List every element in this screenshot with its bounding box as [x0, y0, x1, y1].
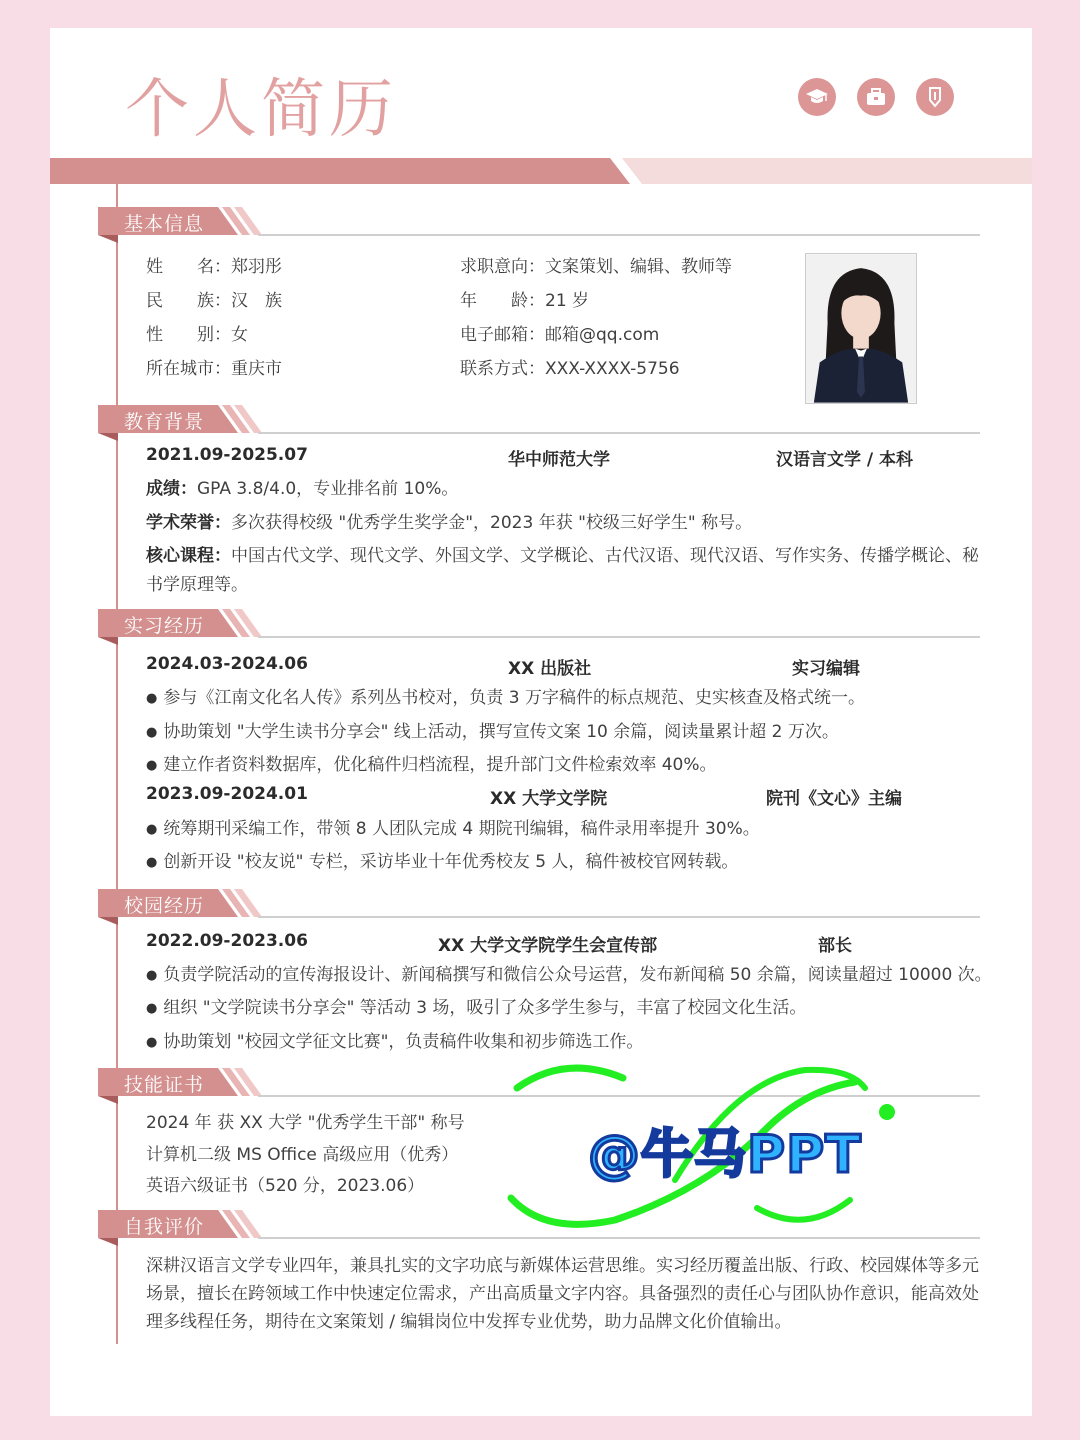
- section-title-skills: 技能证书: [124, 1074, 205, 1096]
- timeline-line: [116, 184, 118, 1344]
- section-divider: [258, 916, 980, 918]
- self-eval-line: 场景，擅长在跨领域工作中快速定位需求，产出高质量文字内容。具备强烈的责任心与团队协作意识，能高效处: [146, 1284, 979, 1304]
- job-intent-field: 求职意向：文案策划、编辑、教师等: [460, 257, 732, 277]
- section-divider: [258, 1237, 980, 1239]
- name-field: 姓 名：郑羽彤: [146, 257, 282, 277]
- section-divider: [258, 432, 980, 434]
- section-title-basic: 基本信息: [124, 213, 205, 235]
- job1-period: 2024.03-2024.06: [146, 654, 308, 674]
- profile-photo: [805, 253, 917, 404]
- self-eval-line: 理多线程任务，期待在文案策划 / 编辑岗位中发挥专业优势，助力品牌文化价值输出。: [146, 1312, 792, 1332]
- job2-org: XX 大学文学院: [490, 789, 608, 809]
- campus-org: XX 大学文学院学生会宣传部: [438, 936, 658, 956]
- edu-major: 汉语言文学 / 本科: [776, 450, 914, 470]
- skill-item: 英语六级证书（520 分，2023.06）: [146, 1176, 425, 1196]
- edu-school: 华中师范大学: [508, 450, 610, 470]
- edu-course: 核心课程：中国古代文学、现代文学、外国文学、文学概论、古代汉语、现代汉语、写作实务、传播学概论、秘: [146, 546, 979, 566]
- job1-role: 实习编辑: [792, 659, 860, 679]
- graduation-cap-icon: [798, 78, 836, 116]
- job1-org: XX 出版社: [508, 659, 592, 679]
- skill-item: 2024 年 获 XX 大学 "优秀学生干部" 称号: [146, 1113, 465, 1133]
- section-divider: [258, 636, 980, 638]
- page-title: 个人简历: [125, 73, 397, 147]
- city-field: 所在城市：重庆市: [146, 359, 282, 379]
- campus-period: 2022.09-2023.06: [146, 931, 308, 951]
- list-item: ● 组织 "文学院读书分享会" 等活动 3 场，吸引了众多学生参与，丰富了校园文化生活。: [146, 993, 806, 1018]
- list-item: ● 负责学院活动的宣传海报设计、新闻稿撰写和微信公众号运营，发布新闻稿 50 余篇，阅读量超过 10000 次。: [146, 960, 992, 985]
- list-item: ● 协助策划 "校园文学征文比赛"，负责稿件收集和初步筛选工作。: [146, 1027, 643, 1052]
- section-title-internship: 实习经历: [124, 615, 205, 637]
- section-title-self: 自我评价: [124, 1216, 205, 1238]
- self-eval-line: 深耕汉语言文学专业四年，兼具扎实的文字功底与新媒体运营思维。实习经历覆盖出版、行政、校园媒体等多元: [146, 1256, 979, 1276]
- list-item: ● 统筹期刊采编工作，带领 8 人团队完成 4 期院刊编辑，稿件录用率提升 30%。: [146, 814, 760, 839]
- briefcase-icon: [857, 78, 895, 116]
- edu-course-cont: 书学原理等。: [146, 575, 248, 595]
- list-item: ● 协助策划 "大学生读书分享会" 线上活动，撰写宣传文案 10 余篇，阅读量累计超 2 万次。: [146, 717, 839, 742]
- watermark-text: @牛马PPT: [588, 1125, 862, 1185]
- header-banner: [50, 158, 1032, 184]
- section-divider: [258, 234, 980, 236]
- list-item: ● 参与《江南文化名人传》系列丛书校对，负责 3 万字稿件的标点规范、史实核查及格式统一。: [146, 683, 865, 708]
- phone-field: 联系方式：XXX-XXXX-5756: [460, 359, 680, 379]
- ethnic-field: 民 族：汉 族: [146, 291, 282, 311]
- edu-gpa: 成绩：GPA 3.8/4.0，专业排名前 10%。: [146, 479, 459, 499]
- age-field: 年 龄：21 岁: [460, 291, 590, 311]
- job2-role: 院刊《文心》主编: [766, 789, 902, 809]
- skill-item: 计算机二级 MS Office 高级应用（优秀）: [146, 1145, 459, 1165]
- section-title-education: 教育背景: [124, 411, 205, 433]
- gender-field: 性 别：女: [146, 325, 248, 345]
- list-item: ● 建立作者资料数据库，优化稿件归档流程，提升部门文件检索效率 40%。: [146, 750, 717, 775]
- edu-honor: 学术荣誉：多次获得校级 "优秀学生奖学金"，2023 年获 "校级三好学生" 称号。: [146, 513, 753, 533]
- campus-role: 部长: [818, 936, 852, 956]
- job2-period: 2023.09-2024.01: [146, 784, 308, 804]
- list-item: ● 创新开设 "校友说" 专栏，采访毕业十年优秀校友 5 人，稿件被校官网转载。: [146, 847, 738, 872]
- section-title-campus: 校园经历: [124, 895, 205, 917]
- pen-icon: [916, 78, 954, 116]
- email-field: 电子邮箱：邮箱@qq.com: [460, 325, 660, 345]
- edu-period: 2021.09-2025.07: [146, 445, 308, 465]
